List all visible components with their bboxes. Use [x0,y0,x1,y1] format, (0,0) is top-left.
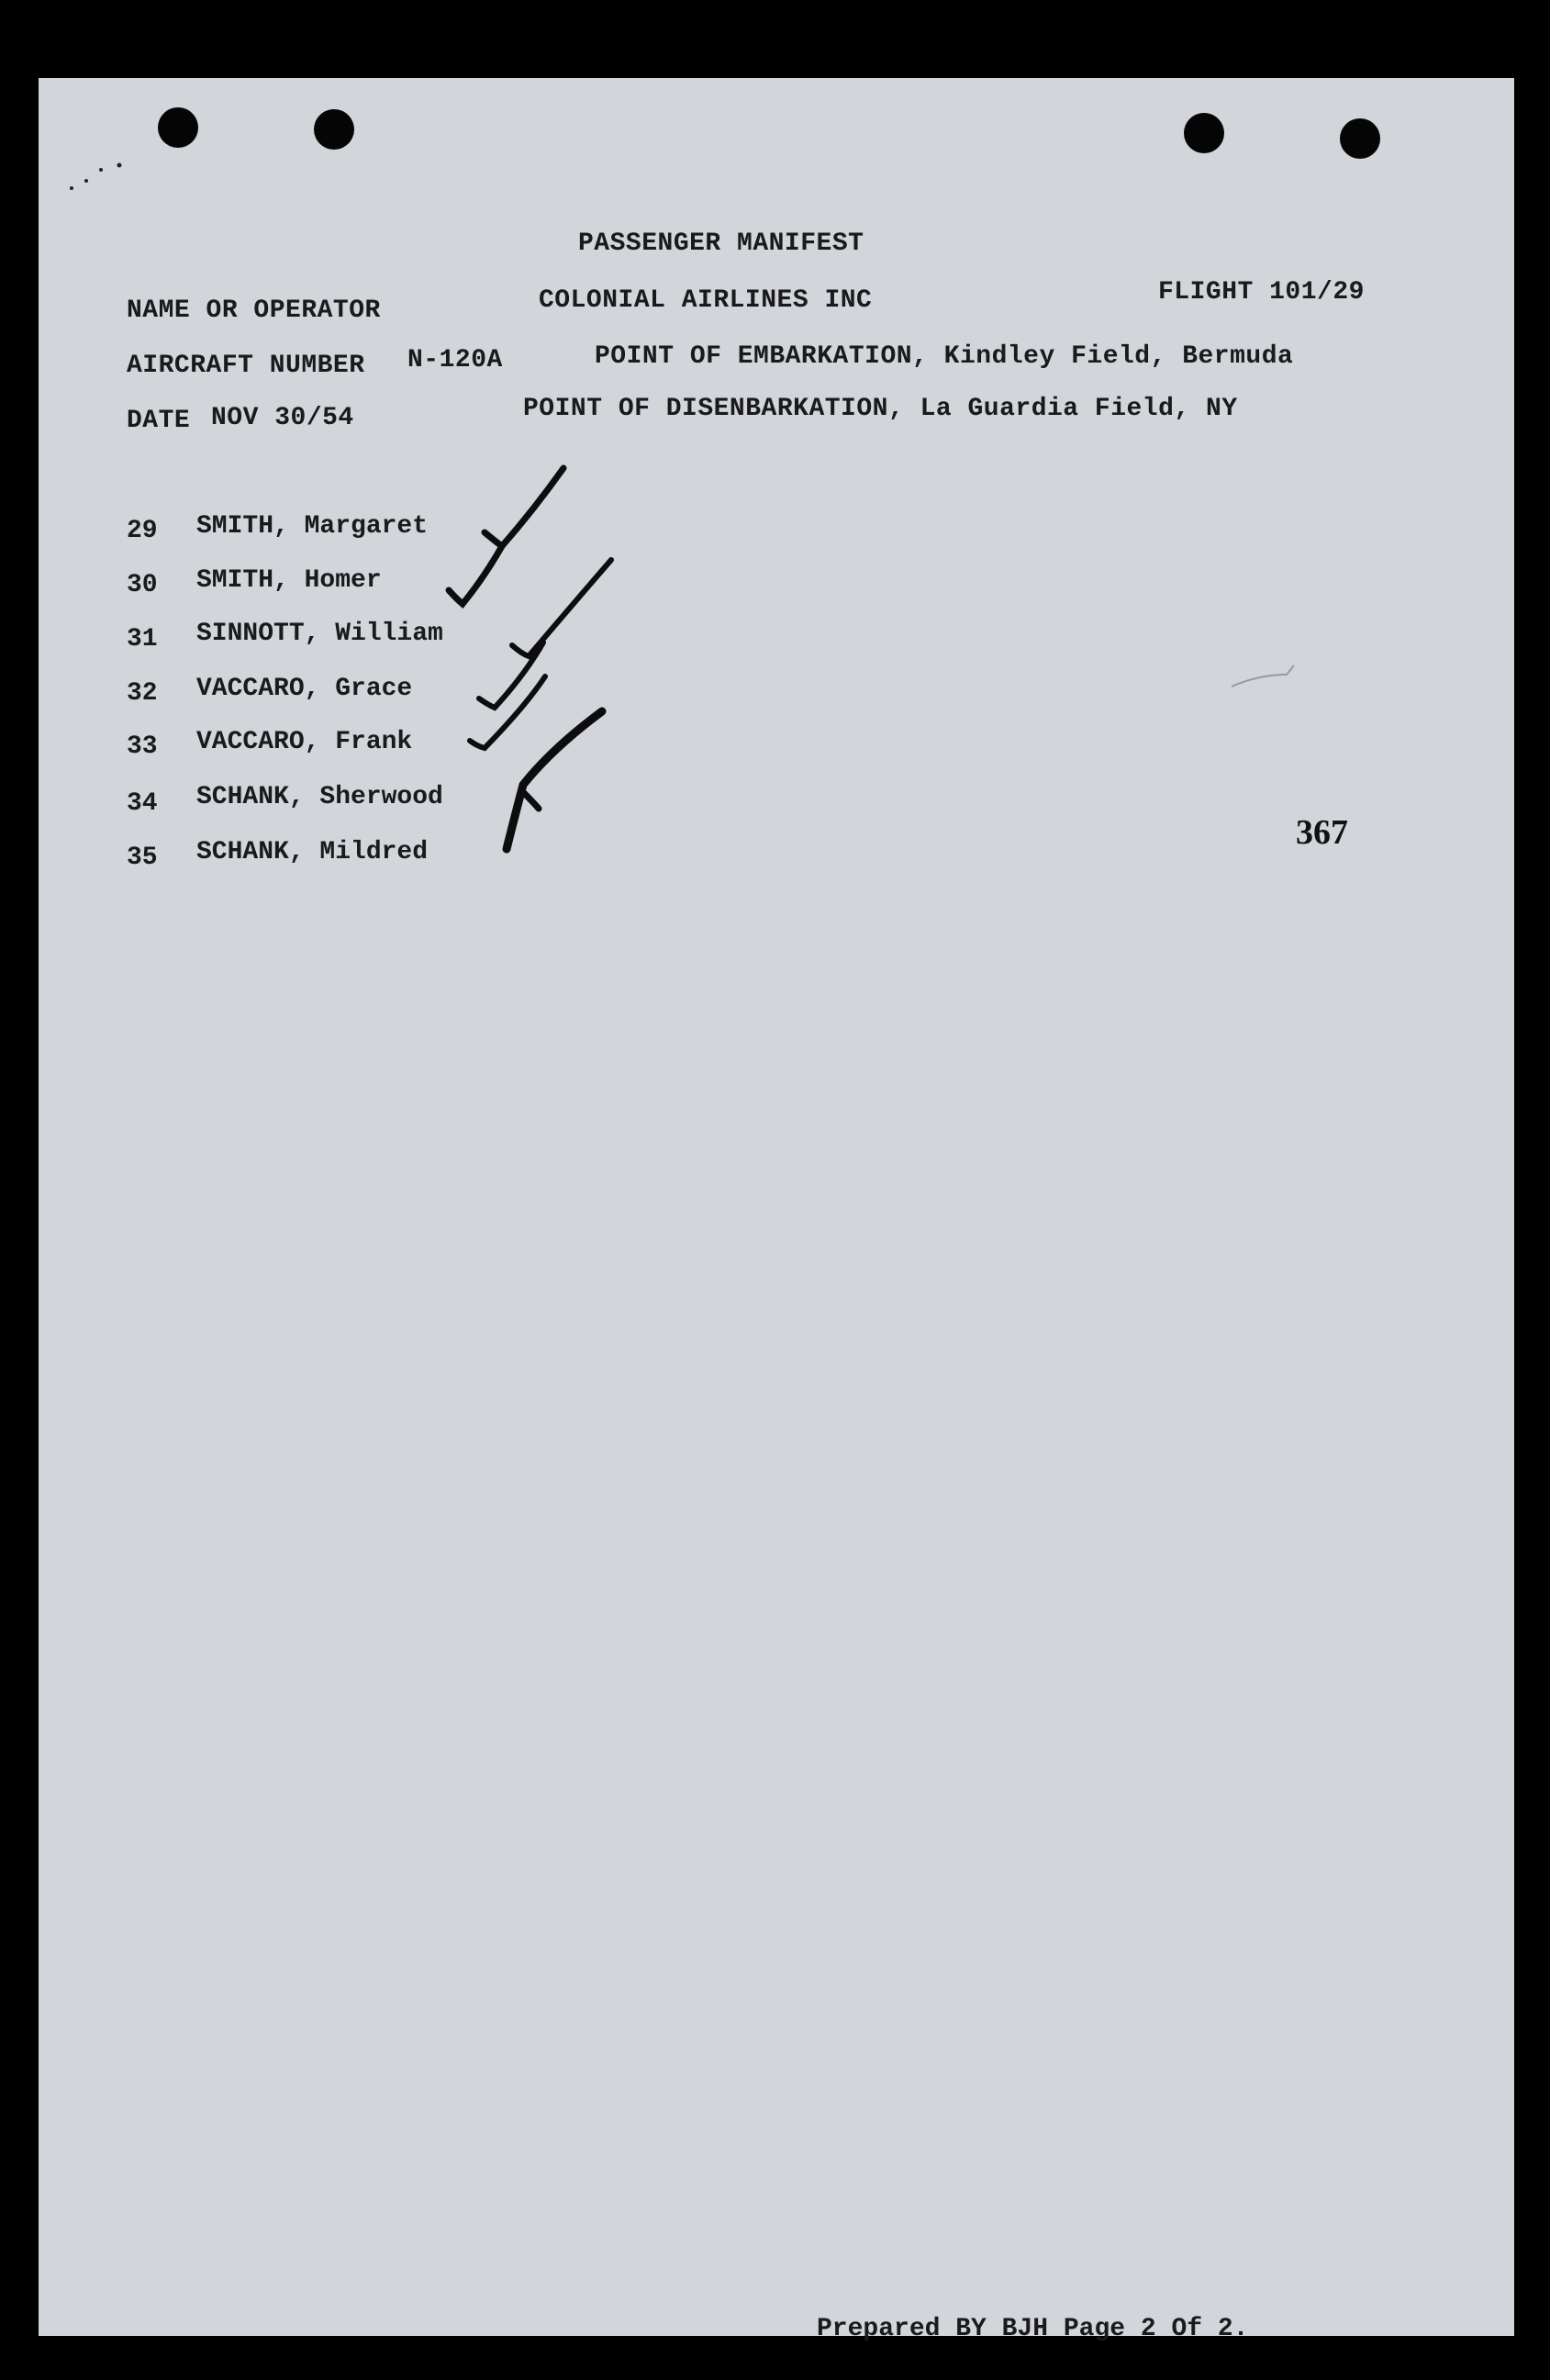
passenger-number: 32 [127,679,158,708]
check-mark-icon [523,792,539,809]
speck-icon [84,179,88,183]
aircraft-label: AIRCRAFT NUMBER [127,352,365,380]
stamp-number: 367 [1296,813,1348,852]
check-mark-icon [449,546,502,604]
manifest-page [39,78,1514,2343]
operator-value: COLONIAL AIRLINES INC [539,286,873,315]
flight-number: FLIGHT 101/29 [1158,278,1365,307]
check-mark-icon [485,468,563,546]
date-label: DATE [127,407,191,435]
disembarkation-point: POINT OF DISENBARKATION, La Guardia Field, NY [523,395,1238,423]
punch-hole-icon [1340,118,1380,159]
date-value: NOV 30/54 [211,404,354,432]
passenger-number: 30 [127,571,158,599]
embarkation-point: POINT OF EMBARKATION, Kindley Field, Bermuda [595,342,1294,371]
speck-icon [117,163,122,168]
passenger-name: VACCARO, Grace [196,675,413,703]
punch-hole-icon [314,109,354,150]
speck-icon [70,186,73,190]
prepared-by-footer: Prepared BY BJH Page 2 Of 2. [817,2315,1249,2343]
passenger-name: SCHANK, Sherwood [196,783,443,811]
passenger-name: SMITH, Margaret [196,512,429,541]
aircraft-value: N-120A [407,346,503,374]
manifest-title: PASSENGER MANIFEST [578,229,864,258]
passenger-number: 35 [127,844,158,872]
passenger-number: 33 [127,732,158,761]
passenger-number: 29 [127,517,158,545]
check-mark-icon [512,560,611,656]
pencil-mark-icon [1232,665,1294,687]
check-mark-icon [470,676,545,748]
punch-hole-icon [158,107,198,148]
operator-label: NAME OR OPERATOR [127,296,381,325]
check-mark-icon [507,711,602,849]
passenger-name: SMITH, Homer [196,566,382,595]
passenger-name: SCHANK, Mildred [196,838,429,866]
passenger-name: VACCARO, Frank [196,728,413,756]
check-mark-icon [479,642,543,708]
passenger-number: 31 [127,625,158,654]
speck-icon [99,168,103,172]
passenger-number: 34 [127,789,158,818]
passenger-name: SINNOTT, William [196,620,443,648]
punch-hole-icon [1184,113,1224,153]
